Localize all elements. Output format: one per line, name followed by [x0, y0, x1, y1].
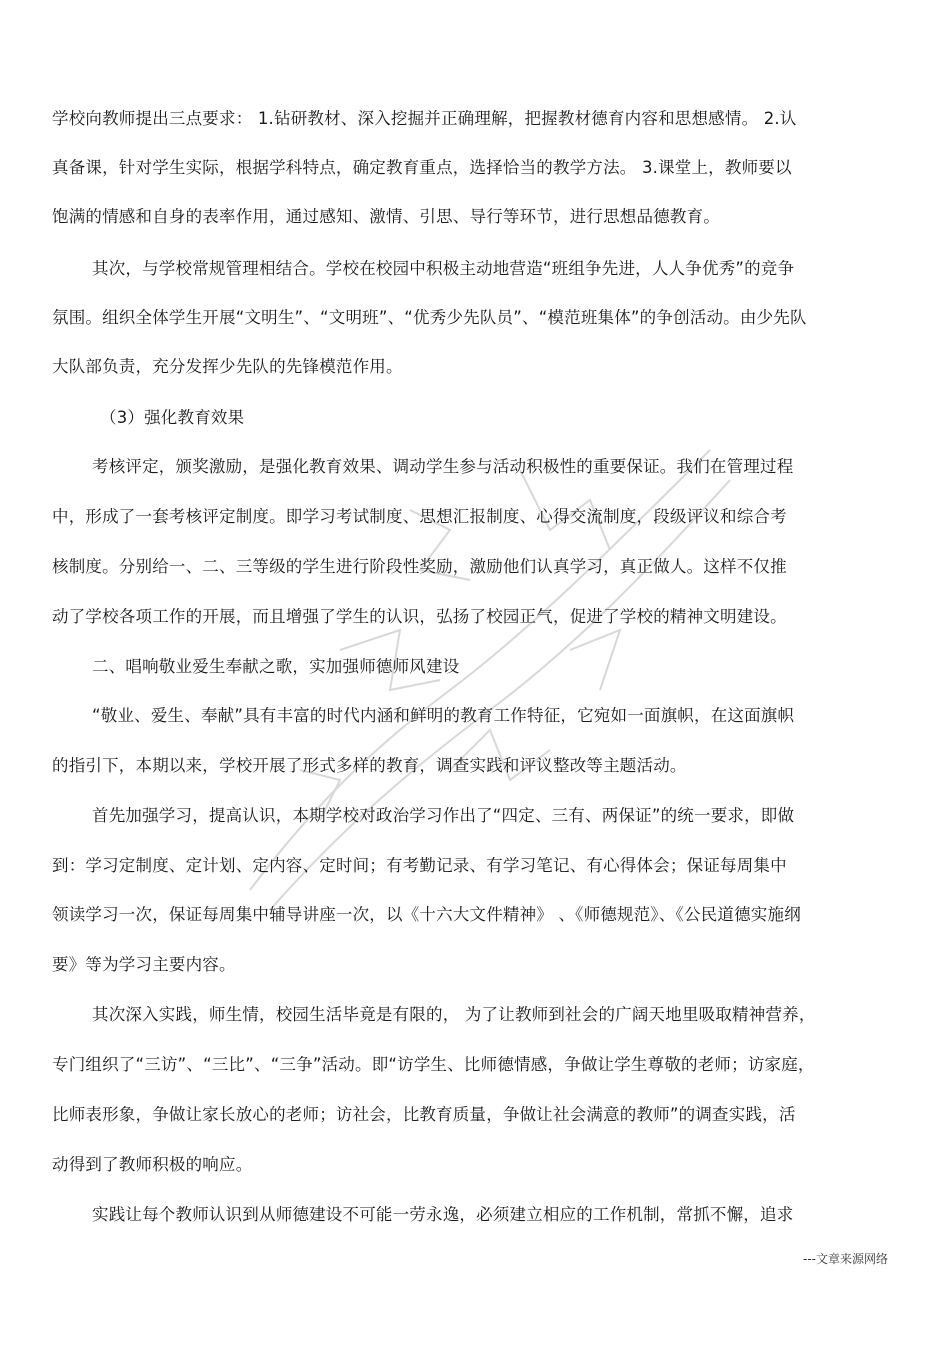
paragraph-line: 考核评定，颁奖激励，是强化教育效果、调动学生参与活动积极性的重要保证。我们在管理过程 — [92, 457, 794, 476]
paragraph-line: 的指引下，本期以来，学校开展了形式多样的教育，调查实践和评议整改等主题活动。 — [52, 756, 687, 775]
paragraph-line: 首先加强学习，提高认识，本期学校对政治学习作出了“四定、三有、两保证”的统一要求，即做 — [92, 806, 795, 825]
paragraph-line: 中，形成了一套考核评定制度。即学习考试制度、思想汇报制度、心得交流制度，段级评议和综合考 — [52, 507, 787, 526]
paragraph-line: 真备课，针对学生实际，根据学科特点，确定教育重点，选择恰当的教学方法。 3.课堂上，教师要以 — [52, 158, 792, 177]
paragraph-line: 比师表形象，争做让家长放心的老师；访社会，比教育质量，争做让社会满意的教师”的调查实践，活 — [52, 1105, 796, 1124]
paragraph-line: 其次，与学校常规管理相结合。学校在校园中积极主动地营造“班组争先进，人人争优秀”的竞争 — [92, 259, 795, 278]
paragraph-line: 到：学习定制度、定计划、定内容、定时间；有考勤记录、有学习笔记、有心得体会；保证每周集中 — [52, 856, 787, 875]
paragraph-line: 动得到了教师积极的响应。 — [52, 1155, 253, 1174]
paragraph-line: 核制度。分别给一、二、三等级的学生进行阶段性奖励，激励他们认真学习，真正做人。这样不仅推 — [52, 557, 787, 576]
paragraph-line: 专门组织了“三访”、“三比”、“三争”活动。即“访学生、比师德情感，争做让学生尊敬的老师；访家庭， — [52, 1055, 815, 1074]
paragraph-line: “敬业、爱生、奉献”具有丰富的时代内涵和鲜明的教育工作特征，它宛如一面旗帜，在这面旗帜 — [92, 706, 795, 725]
paragraph-line: 大队部负责，充分发挥少先队的先锋模范作用。 — [52, 357, 403, 376]
paragraph-line: 要》等为学习主要内容。 — [52, 955, 236, 974]
paragraph-line: 饱满的情感和自身的表率作用，通过感知、激情、引思、导行等环节，进行思想品德教育。 — [52, 207, 720, 226]
paragraph-line: 学校向教师提出三点要求： 1.钻研教材、深入挖掘并正确理解，把握教材德育内容和思想感情。 2.认 — [52, 109, 797, 128]
section-heading: （3）强化教育效果 — [100, 408, 245, 427]
paragraph-line: 氛围。组织全体学生开展“文明生”、“文明班”、“优秀少先队员”、“模范班集体”的争创活动。由少先队 — [52, 308, 807, 327]
paragraph-line: 其次深入实践，师生情，校园生活毕竟是有限的， 为了让教师到社会的广阔天地里吸取精神营养， — [92, 1005, 816, 1024]
paragraph-line: 领读学习一次，保证每周集中辅导讲座一次，以《十六大文件精神》 、《师德规范》、《公民道德实施纲 — [52, 905, 801, 924]
paragraph-line: 实践让每个教师认识到从师德建设不可能一劳永逸，必须建立相应的工作机制，常抓不懈，追求 — [92, 1205, 794, 1224]
source-footer: ---文章来源网络 — [803, 1252, 888, 1266]
paragraph-line: 动了学校各项工作的开展，而且增强了学生的认识，弘扬了校园正气，促进了学校的精神文明建设。 — [52, 607, 787, 626]
section-heading: 二、唱响敬业爱生奉献之歌，实加强师德师风建设 — [92, 657, 460, 676]
